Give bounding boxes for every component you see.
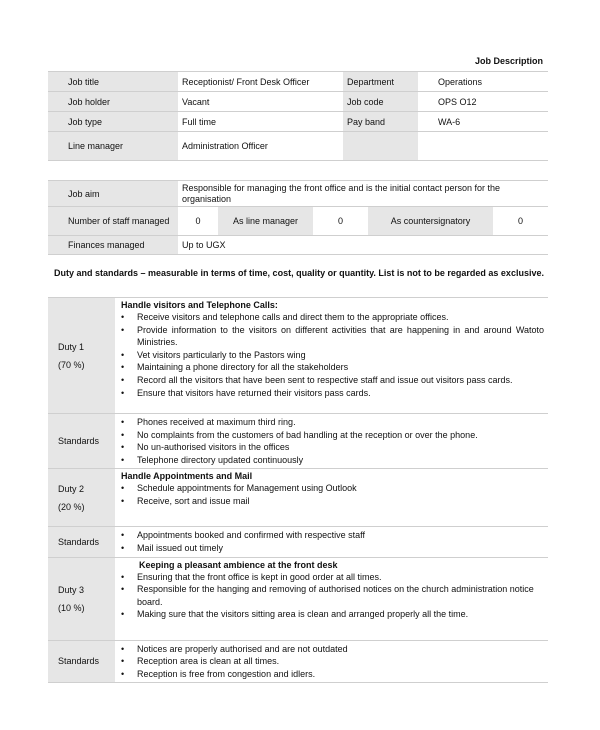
duty1-list [119,311,544,399]
finances-row [48,236,548,255]
duty1-standards-label: Standards [48,414,115,469]
list-item: • Telephone directory updated continuously [137,454,544,467]
duty1-standards-content [115,414,548,469]
empty-cell [343,132,418,161]
duty1-cell [48,298,115,414]
job-type-value: Full time [178,112,343,132]
duty3-list [119,571,544,621]
job-info-table [48,71,548,161]
list-item: • Notices are properly authorised and are not outdated [137,643,544,656]
duty2-cell [48,469,115,527]
list-item: • Ensuring that the front office is kept in good order at all times. [137,571,544,584]
duty1-content [115,298,548,414]
duty3-label: Duty 3 [58,584,85,595]
list-item: • Maintaining a phone directory for all the stakeholders [137,361,544,374]
list-item: • Appointments booked and confirmed with respective staff [137,529,544,542]
list-item: • Ensure that visitors have returned their visitors pass cards. [137,387,544,400]
duties-table [48,297,548,683]
duty3-standards-content [115,640,548,683]
job-title-value: Receptionist/ Front Desk Officer [178,72,343,92]
line-manager-count-label: As line manager [218,207,313,236]
duty2-title: Handle Appointments and Mail [121,471,253,482]
job-title-row [48,72,548,92]
duty1-label: Duty 1 [58,341,85,352]
countersignatory-value: 0 [493,207,548,236]
job-aim-table [48,180,548,255]
duty2-standards-content [115,527,548,557]
line-manager-value: Administration Officer [178,132,343,161]
duty1-standards-row [48,414,548,469]
job-code-value: OPS O12 [418,92,548,112]
duty2-standards-label: Standards [48,527,115,557]
list-item: • Mail issued out timely [137,542,544,555]
list-item: • Vet visitors particularly to the Pastors wing [137,349,544,362]
duty2-standards-list [119,529,544,554]
duties-heading: Duty and standards – measurable in terms of time, cost, quality or quantity. List is not to be regarded as exclusive. [54,268,544,278]
duty2-standards-row [48,527,548,557]
department-label: Department [343,72,418,92]
pay-band-value: WA-6 [418,112,548,132]
duty3-title: Keeping a pleasant ambience at the front desk [139,559,338,570]
duty1-percentage: (70 %) [58,359,85,370]
job-code-label: Job code [343,92,418,112]
countersignatory-label: As countersignatory [368,207,493,236]
pay-band-label: Pay band [343,112,418,132]
finances-label: Finances managed [48,236,178,255]
staff-managed-row [48,207,548,236]
line-manager-label: Line manager [48,132,178,161]
job-aim-value: Responsible for managing the front office and is the initial contact person for the organisation [178,181,548,207]
job-type-row [48,112,548,132]
list-item: • Responsible for the hanging and removing of authorised notices on the church administration notice board. [137,583,544,608]
job-aim-row [48,181,548,207]
job-holder-value: Vacant [178,92,343,112]
job-holder-row [48,92,548,112]
duty2-percentage: (20 %) [58,501,85,512]
duty3-percentage: (10 %) [58,602,85,613]
job-type-label: Job type [48,112,178,132]
duty1-standards-list [119,416,544,466]
job-title-label: Job title [48,72,178,92]
document-heading: Job Description [474,56,543,66]
list-item: • Receive visitors and telephone calls and direct them to the appropriate offices. [137,311,544,324]
list-item: • Reception area is clean at all times. [137,655,544,668]
list-item: • Record all the visitors that have been sent to respective staff and issue out visitors pass cards. [137,374,544,387]
list-item: • Receive, sort and issue mail [137,495,544,508]
duty3-cell [48,557,115,640]
list-item: • Provide information to the visitors on different activities that are happening in and around Watoto Ministries. [137,324,544,349]
duty1-row [48,298,548,414]
duty2-row [48,469,548,527]
empty-cell [418,132,548,161]
job-holder-label: Job holder [48,92,178,112]
duty2-list [119,482,544,507]
line-manager-count-value: 0 [313,207,368,236]
list-item: • No un-authorised visitors in the offices [137,441,544,454]
duty3-standards-label: Standards [48,640,115,683]
department-value: Operations [418,72,548,92]
list-item: • No complaints from the customers of bad handling at the reception or over the phone. [137,429,544,442]
list-item: • Schedule appointments for Management using Outlook [137,482,544,495]
duty3-row [48,557,548,640]
finances-value: Up to UGX [178,236,548,255]
duty3-standards-row [48,640,548,683]
duty2-content [115,469,548,527]
line-manager-row [48,132,548,161]
duty2-label: Duty 2 [58,483,85,494]
list-item: • Reception is free from congestion and idlers. [137,668,544,681]
job-aim-label: Job aim [48,181,178,207]
staff-managed-value: 0 [178,207,218,236]
staff-managed-label: Number of staff managed [48,207,178,236]
list-item: • Making sure that the visitors sitting area is clean and arranged properly all the time. [137,608,544,621]
duty3-content [115,557,548,640]
duty3-standards-list [119,643,544,681]
duty1-title: Handle visitors and Telephone Calls: [121,300,278,310]
list-item: • Phones received at maximum third ring. [137,416,544,429]
